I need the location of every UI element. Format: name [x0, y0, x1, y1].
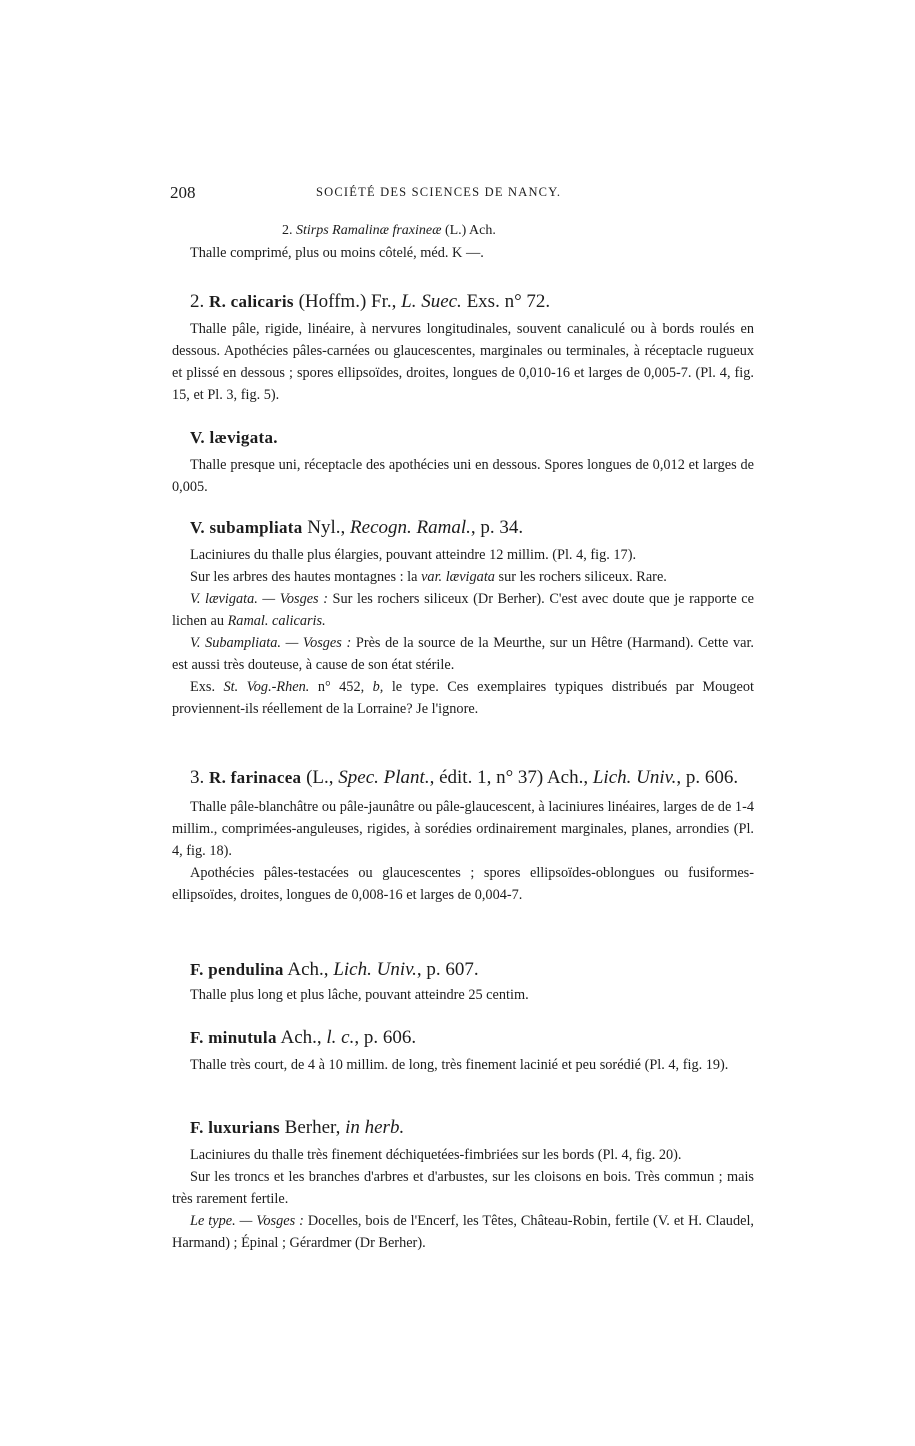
- species-description: Thalle pâle, rigide, linéaire, à nervures longitudinales, souvent canaliculé ou à bords roulés en dessous. Apothécies pâles-carnées ou glaucescentes, marginales ou terminales, à réceptacle rugueux et plissé en dessous ; spores ellipsoïdes, droites, longues de 0,010-16 et larges de 0,005-7. (Pl. 4, fig. 15, et Pl. 3, fig. 5).: [172, 321, 754, 403]
- form-heading: F. minutula Ach., l. c., p. 606.: [190, 1027, 417, 1048]
- page-header: [170, 183, 755, 205]
- habitat-text: Sur les troncs et les branches d'arbres et d'arbustes, sur les cloisons en bois. Très commun ; mais très rarement fertile.: [172, 1169, 754, 1207]
- stirps-section: [172, 220, 754, 264]
- form-heading: F. luxurians Berher, in herb.: [190, 1117, 405, 1138]
- variety-heading: V. subampliata Nyl., Recogn. Ramal., p. 34.: [190, 517, 524, 538]
- species-heading: 3. R. farinacea (L., Spec. Plant., édit. 1, n° 37) Ach., Lich. Univ., p. 606.: [190, 767, 739, 788]
- locality-laevigata: V. lævigata. — Vosges : Sur les rochers siliceux (Dr Berher). C'est avec doute que je rapporte ce lichen au Ramal. calicaris.: [172, 591, 754, 629]
- habitat-text: Sur les arbres des hautes montagnes : la var. lævigata sur les rochers siliceux. Rare.: [190, 569, 667, 585]
- species-farinacea: [172, 764, 754, 906]
- form-pendulina: [172, 956, 754, 1006]
- stirps-description: Thalle comprimé, plus ou moins côtelé, méd. K —.: [190, 245, 484, 261]
- form-description: Laciniures du thalle très finement déchiquetées-fimbriées sur les bords (Pl. 4, fig. 20).: [190, 1147, 682, 1163]
- variety-laevigata: [172, 424, 754, 498]
- variety-heading: V. lævigata.: [190, 428, 278, 447]
- variety-description: Laciniures du thalle plus élargies, pouvant atteindre 12 millim. (Pl. 4, fig. 17).: [190, 547, 637, 563]
- apothecia-description: Apothécies pâles-testacées ou glaucescentes ; spores ellipsoïdes-oblongues ou fusiformes-ellipsoïdes, droites, longues de 0,008-16 et larges de 0,004-7.: [172, 865, 754, 903]
- form-description: Thalle plus long et plus lâche, pouvant atteindre 25 centim.: [190, 987, 529, 1003]
- form-minutula: [172, 1024, 754, 1076]
- stirps-heading: 2. Stirps Ramalinæ fraxineæ (L.) Ach.: [282, 223, 496, 238]
- form-description: Thalle très court, de 4 à 10 millim. de long, très finement lacinié et peu sorédié (Pl. 4, fig. 19).: [190, 1057, 729, 1073]
- exsiccata-note: Exs. St. Vog.-Rhen. n° 452, b, le type. Ces exemplaires typiques distribués par Mougeot proviennent-ils réellement de la Lorraine? Je l'ignore.: [172, 679, 754, 717]
- page-number: 208: [170, 183, 196, 202]
- variety-description: Thalle presque uni, réceptacle des apothécies uni en dessous. Spores longues de 0,012 et larges de 0,005.: [172, 457, 754, 495]
- running-title: SOCIÉTÉ DES SCIENCES DE NANCY.: [316, 185, 562, 199]
- species-heading: 2. R. calicaris (Hoffm.) Fr., L. Suec. Exs. n° 72.: [190, 291, 551, 312]
- locality-subampliata: V. Subampliata. — Vosges : Près de la source de la Meurthe, sur un Hêtre (Harmand). Cette var. est aussi très douteuse, à cause de son état stérile.: [172, 635, 754, 673]
- locality-text: Le type. — Vosges : Docelles, bois de l'Encerf, les Têtes, Château-Robin, fertile (V. et H. Claudel, Harmand) ; Épinal ; Gérardmer (Dr Berher).: [172, 1213, 754, 1251]
- species-description: Thalle pâle-blanchâtre ou pâle-jaunâtre ou pâle-glaucescent, à laciniures linéaires, larges de de 1-4 millim., comprimées-anguleuses, rigides, à sorédies ordinairement marginales, planes, arrondies (Pl. 4, fig. 18).: [172, 799, 754, 859]
- variety-subampliata: [172, 514, 754, 720]
- form-heading: F. pendulina Ach., Lich. Univ., p. 607.: [190, 959, 479, 980]
- species-calicaris: [172, 288, 754, 406]
- form-luxurians: [172, 1114, 754, 1254]
